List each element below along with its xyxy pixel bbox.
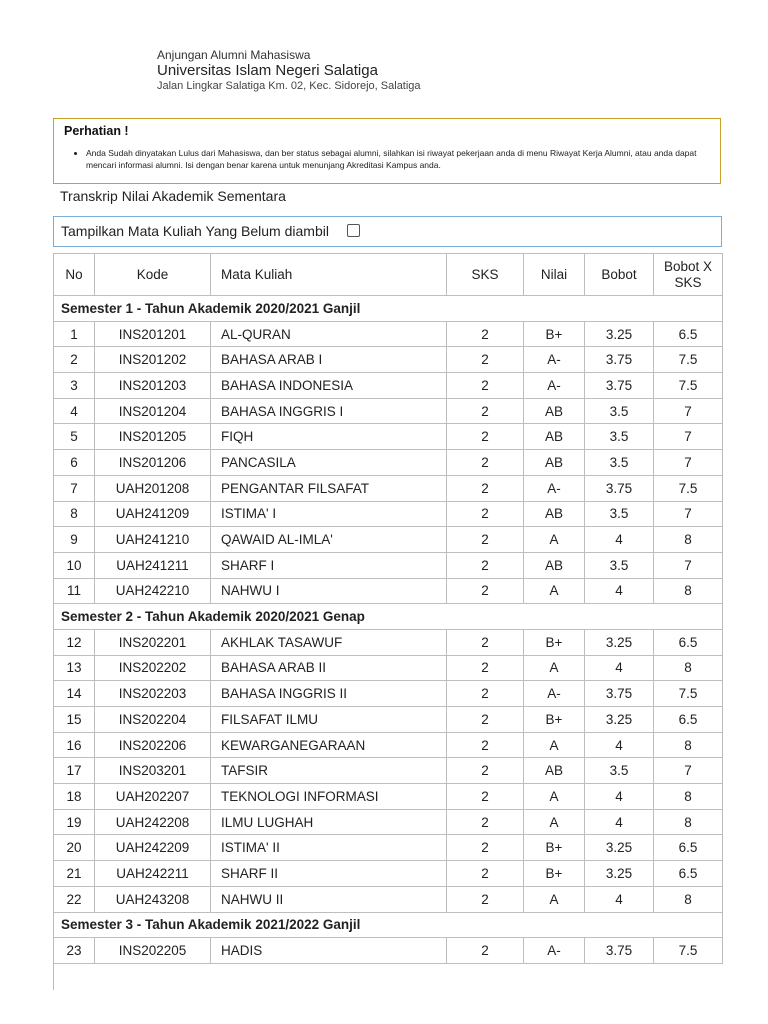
cell-bobot: 3.75 bbox=[585, 681, 654, 707]
show-untaken-courses-toggle[interactable] bbox=[53, 216, 722, 247]
cell-nilai: A- bbox=[524, 475, 585, 501]
cell-nilai: B+ bbox=[524, 835, 585, 861]
cell-kode: INS202206 bbox=[95, 732, 211, 758]
cell-bobot-x-sks: 7.5 bbox=[654, 373, 723, 399]
cell-bobot-x-sks: 7.5 bbox=[654, 938, 723, 964]
cell-no: 4 bbox=[54, 398, 95, 424]
cell-bobot-x-sks: 6.5 bbox=[654, 321, 723, 347]
notice-title: Perhatian ! bbox=[64, 124, 129, 138]
table-row bbox=[54, 732, 723, 758]
table-row bbox=[54, 398, 723, 424]
cell-bobot: 3.5 bbox=[585, 758, 654, 784]
cell-bobot-x-sks: 7 bbox=[654, 552, 723, 578]
cell-kode: INS201202 bbox=[95, 347, 211, 373]
table-row bbox=[54, 321, 723, 347]
cell-bobot-x-sks: 7.5 bbox=[654, 681, 723, 707]
show-untaken-courses-checkbox[interactable] bbox=[347, 224, 360, 237]
cell-sks: 2 bbox=[447, 886, 524, 912]
cell-mata-kuliah: TAFSIR bbox=[211, 758, 447, 784]
cell-bobot: 4 bbox=[585, 655, 654, 681]
cell-bobot-x-sks: 6.5 bbox=[654, 835, 723, 861]
cell-mata-kuliah: ILMU LUGHAH bbox=[211, 809, 447, 835]
cell-mata-kuliah: ISTIMA' II bbox=[211, 835, 447, 861]
table-row bbox=[54, 681, 723, 707]
university-name: Universitas Islam Negeri Salatiga bbox=[157, 62, 378, 79]
cell-sks: 2 bbox=[447, 784, 524, 810]
cell-sks: 2 bbox=[447, 938, 524, 964]
cell-mata-kuliah: AKHLAK TASAWUF bbox=[211, 629, 447, 655]
header-bobot-x-sks: Bobot X SKS bbox=[654, 254, 723, 296]
cell-sks: 2 bbox=[447, 398, 524, 424]
cell-kode: INS202204 bbox=[95, 707, 211, 733]
table-header-row bbox=[54, 254, 723, 296]
cell-nilai: AB bbox=[524, 450, 585, 476]
cell-bobot-x-sks: 8 bbox=[654, 527, 723, 553]
table-row bbox=[54, 707, 723, 733]
cell-bobot-x-sks: 6.5 bbox=[654, 707, 723, 733]
cell-nilai: B+ bbox=[524, 861, 585, 887]
cell-bobot: 3.75 bbox=[585, 373, 654, 399]
cell-mata-kuliah: PENGANTAR FILSAFAT bbox=[211, 475, 447, 501]
cell-bobot: 3.75 bbox=[585, 938, 654, 964]
table-row bbox=[54, 450, 723, 476]
cell-no: 16 bbox=[54, 732, 95, 758]
cell-no: 19 bbox=[54, 809, 95, 835]
cell-bobot-x-sks: 7 bbox=[654, 398, 723, 424]
cell-bobot-x-sks: 6.5 bbox=[654, 629, 723, 655]
cell-nilai: A bbox=[524, 809, 585, 835]
cell-bobot-x-sks: 7 bbox=[654, 450, 723, 476]
cell-nilai: A- bbox=[524, 938, 585, 964]
cell-no: 12 bbox=[54, 629, 95, 655]
table-row bbox=[54, 501, 723, 527]
cell-bobot-x-sks: 7.5 bbox=[654, 347, 723, 373]
cell-no: 13 bbox=[54, 655, 95, 681]
cell-bobot: 3.25 bbox=[585, 861, 654, 887]
cell-kode: INS201206 bbox=[95, 450, 211, 476]
cell-no: 6 bbox=[54, 450, 95, 476]
cell-bobot-x-sks: 8 bbox=[654, 655, 723, 681]
cell-kode: INS202203 bbox=[95, 681, 211, 707]
cell-no: 17 bbox=[54, 758, 95, 784]
cell-nilai: A- bbox=[524, 681, 585, 707]
cell-kode: UAH242208 bbox=[95, 809, 211, 835]
cell-bobot-x-sks: 8 bbox=[654, 578, 723, 604]
header-bobot: Bobot bbox=[585, 254, 654, 296]
cell-sks: 2 bbox=[447, 527, 524, 553]
cell-bobot: 3.75 bbox=[585, 347, 654, 373]
cell-nilai: B+ bbox=[524, 321, 585, 347]
cell-sks: 2 bbox=[447, 707, 524, 733]
table-row bbox=[54, 475, 723, 501]
cell-mata-kuliah: BAHASA ARAB I bbox=[211, 347, 447, 373]
semester-header-row bbox=[54, 296, 723, 322]
cell-bobot-x-sks: 7 bbox=[654, 501, 723, 527]
cell-no: 5 bbox=[54, 424, 95, 450]
cell-no: 15 bbox=[54, 707, 95, 733]
cell-kode: INS202205 bbox=[95, 938, 211, 964]
cell-sks: 2 bbox=[447, 655, 524, 681]
header-sks: SKS bbox=[447, 254, 524, 296]
cell-nilai: A- bbox=[524, 373, 585, 399]
cell-nilai: AB bbox=[524, 398, 585, 424]
cell-bobot: 3.25 bbox=[585, 835, 654, 861]
cell-no: 8 bbox=[54, 501, 95, 527]
portal-name: Anjungan Alumni Mahasiswa bbox=[157, 48, 311, 62]
header-kode: Kode bbox=[95, 254, 211, 296]
cell-nilai: A bbox=[524, 655, 585, 681]
cell-nilai: AB bbox=[524, 552, 585, 578]
table-row bbox=[54, 861, 723, 887]
cell-bobot: 4 bbox=[585, 784, 654, 810]
cell-nilai: AB bbox=[524, 424, 585, 450]
page-header bbox=[157, 48, 717, 93]
table-row bbox=[54, 373, 723, 399]
cell-mata-kuliah: KEWARGANEGARAAN bbox=[211, 732, 447, 758]
cell-bobot: 3.75 bbox=[585, 475, 654, 501]
cell-sks: 2 bbox=[447, 681, 524, 707]
cell-bobot-x-sks: 7 bbox=[654, 424, 723, 450]
cell-kode: INS203201 bbox=[95, 758, 211, 784]
table-row bbox=[54, 527, 723, 553]
cell-no: 14 bbox=[54, 681, 95, 707]
cell-kode: INS202201 bbox=[95, 629, 211, 655]
cell-kode: INS201205 bbox=[95, 424, 211, 450]
cell-bobot: 3.5 bbox=[585, 501, 654, 527]
table-row bbox=[54, 552, 723, 578]
cell-bobot: 3.25 bbox=[585, 321, 654, 347]
cell-sks: 2 bbox=[447, 758, 524, 784]
cell-sks: 2 bbox=[447, 835, 524, 861]
cell-bobot-x-sks: 7.5 bbox=[654, 475, 723, 501]
cell-bobot: 3.5 bbox=[585, 552, 654, 578]
cell-no: 21 bbox=[54, 861, 95, 887]
university-address: Jalan Lingkar Salatiga Km. 02, Kec. Sidorejo, Salatiga bbox=[157, 80, 421, 92]
cell-nilai: AB bbox=[524, 501, 585, 527]
cell-mata-kuliah: BAHASA INGGRIS I bbox=[211, 398, 447, 424]
cell-mata-kuliah: QAWAID AL-IMLA' bbox=[211, 527, 447, 553]
cell-sks: 2 bbox=[447, 450, 524, 476]
cell-kode: UAH201208 bbox=[95, 475, 211, 501]
cell-kode: UAH242209 bbox=[95, 835, 211, 861]
cell-bobot-x-sks: 8 bbox=[654, 732, 723, 758]
cell-mata-kuliah: BAHASA ARAB II bbox=[211, 655, 447, 681]
cell-mata-kuliah: ISTIMA' I bbox=[211, 501, 447, 527]
cell-bobot-x-sks: 8 bbox=[654, 886, 723, 912]
cell-mata-kuliah: NAHWU I bbox=[211, 578, 447, 604]
cell-mata-kuliah: PANCASILA bbox=[211, 450, 447, 476]
cell-kode: INS201204 bbox=[95, 398, 211, 424]
table-row bbox=[54, 886, 723, 912]
cell-kode: UAH242211 bbox=[95, 861, 211, 887]
cell-mata-kuliah: TEKNOLOGI INFORMASI bbox=[211, 784, 447, 810]
cell-no: 3 bbox=[54, 373, 95, 399]
cell-mata-kuliah: FIQH bbox=[211, 424, 447, 450]
header-nilai: Nilai bbox=[524, 254, 585, 296]
cell-bobot: 3.25 bbox=[585, 707, 654, 733]
cell-kode: UAH242210 bbox=[95, 578, 211, 604]
cell-mata-kuliah: BAHASA INGGRIS II bbox=[211, 681, 447, 707]
cell-kode: UAH202207 bbox=[95, 784, 211, 810]
show-untaken-courses-label[interactable]: Tampilkan Mata Kuliah Yang Belum diambil bbox=[61, 223, 329, 239]
cell-bobot: 3.5 bbox=[585, 424, 654, 450]
cell-nilai: A bbox=[524, 886, 585, 912]
table-row bbox=[54, 424, 723, 450]
cell-nilai: A bbox=[524, 732, 585, 758]
cell-bobot: 4 bbox=[585, 886, 654, 912]
cell-kode: INS201203 bbox=[95, 373, 211, 399]
cell-kode: UAH241211 bbox=[95, 552, 211, 578]
cell-sks: 2 bbox=[447, 861, 524, 887]
cell-sks: 2 bbox=[447, 347, 524, 373]
cell-sks: 2 bbox=[447, 732, 524, 758]
semester-title: Semester 2 - Tahun Akademik 2020/2021 Genap bbox=[54, 604, 723, 630]
cell-mata-kuliah: NAHWU II bbox=[211, 886, 447, 912]
cell-sks: 2 bbox=[447, 501, 524, 527]
semester-header-row bbox=[54, 604, 723, 630]
grades-body bbox=[54, 296, 723, 964]
table-row bbox=[54, 655, 723, 681]
cell-nilai: A bbox=[524, 578, 585, 604]
cell-bobot: 4 bbox=[585, 732, 654, 758]
semester-title: Semester 3 - Tahun Akademik 2021/2022 Ganjil bbox=[54, 912, 723, 938]
cell-no: 7 bbox=[54, 475, 95, 501]
transcript-title: Transkrip Nilai Akademik Sementara bbox=[60, 188, 286, 204]
cell-no: 22 bbox=[54, 886, 95, 912]
grades-table bbox=[53, 253, 723, 964]
cell-kode: INS201201 bbox=[95, 321, 211, 347]
cell-bobot-x-sks: 7 bbox=[654, 758, 723, 784]
table-row bbox=[54, 629, 723, 655]
semester-header-row bbox=[54, 912, 723, 938]
cell-sks: 2 bbox=[447, 809, 524, 835]
cell-nilai: B+ bbox=[524, 707, 585, 733]
notice-box bbox=[53, 118, 721, 184]
cell-no: 9 bbox=[54, 527, 95, 553]
header-no: No bbox=[54, 254, 95, 296]
cell-nilai: A- bbox=[524, 347, 585, 373]
cell-bobot: 4 bbox=[585, 578, 654, 604]
cell-kode: UAH243208 bbox=[95, 886, 211, 912]
cell-mata-kuliah: FILSAFAT ILMU bbox=[211, 707, 447, 733]
cell-sks: 2 bbox=[447, 578, 524, 604]
cell-mata-kuliah: BAHASA INDONESIA bbox=[211, 373, 447, 399]
notice-list bbox=[86, 147, 708, 171]
cell-mata-kuliah: SHARF I bbox=[211, 552, 447, 578]
cell-mata-kuliah: AL-QURAN bbox=[211, 321, 447, 347]
cell-nilai: AB bbox=[524, 758, 585, 784]
table-row bbox=[54, 938, 723, 964]
cell-kode: INS202202 bbox=[95, 655, 211, 681]
cell-bobot: 3.5 bbox=[585, 398, 654, 424]
notice-message: • Anda Sudah dinyatakan Lulus dari Mahasiswa, dan ber status sebagai alumni, silahkan isi riwayat pekerjaan anda di menu Riwayat Kerja Alumni, atau anda dapat mencari informasi alumni. Isi dengan benar karena untuk menunjang Akreditasi Kampus anda. bbox=[86, 147, 708, 171]
cell-no: 10 bbox=[54, 552, 95, 578]
table-row bbox=[54, 809, 723, 835]
cell-bobot-x-sks: 6.5 bbox=[654, 861, 723, 887]
cell-sks: 2 bbox=[447, 424, 524, 450]
cell-no: 18 bbox=[54, 784, 95, 810]
cell-no: 2 bbox=[54, 347, 95, 373]
cell-bobot: 4 bbox=[585, 809, 654, 835]
cell-bobot-x-sks: 8 bbox=[654, 809, 723, 835]
cell-bobot-x-sks: 8 bbox=[654, 784, 723, 810]
table-row bbox=[54, 784, 723, 810]
cell-bobot: 3.25 bbox=[585, 629, 654, 655]
cell-bobot: 3.5 bbox=[585, 450, 654, 476]
cell-sks: 2 bbox=[447, 475, 524, 501]
cell-no: 23 bbox=[54, 938, 95, 964]
cell-nilai: B+ bbox=[524, 629, 585, 655]
cell-no: 20 bbox=[54, 835, 95, 861]
cell-sks: 2 bbox=[447, 629, 524, 655]
cell-kode: UAH241209 bbox=[95, 501, 211, 527]
cell-mata-kuliah: HADIS bbox=[211, 938, 447, 964]
table-continuation-line bbox=[53, 964, 54, 990]
cell-sks: 2 bbox=[447, 552, 524, 578]
cell-nilai: A bbox=[524, 784, 585, 810]
cell-kode: UAH241210 bbox=[95, 527, 211, 553]
header-mata-kuliah: Mata Kuliah bbox=[211, 254, 447, 296]
cell-sks: 2 bbox=[447, 373, 524, 399]
cell-no: 11 bbox=[54, 578, 95, 604]
table-row bbox=[54, 835, 723, 861]
cell-bobot: 4 bbox=[585, 527, 654, 553]
table-row bbox=[54, 578, 723, 604]
table-row bbox=[54, 347, 723, 373]
cell-sks: 2 bbox=[447, 321, 524, 347]
semester-title: Semester 1 - Tahun Akademik 2020/2021 Ganjil bbox=[54, 296, 723, 322]
cell-nilai: A bbox=[524, 527, 585, 553]
cell-no: 1 bbox=[54, 321, 95, 347]
cell-mata-kuliah: SHARF II bbox=[211, 861, 447, 887]
table-row bbox=[54, 758, 723, 784]
